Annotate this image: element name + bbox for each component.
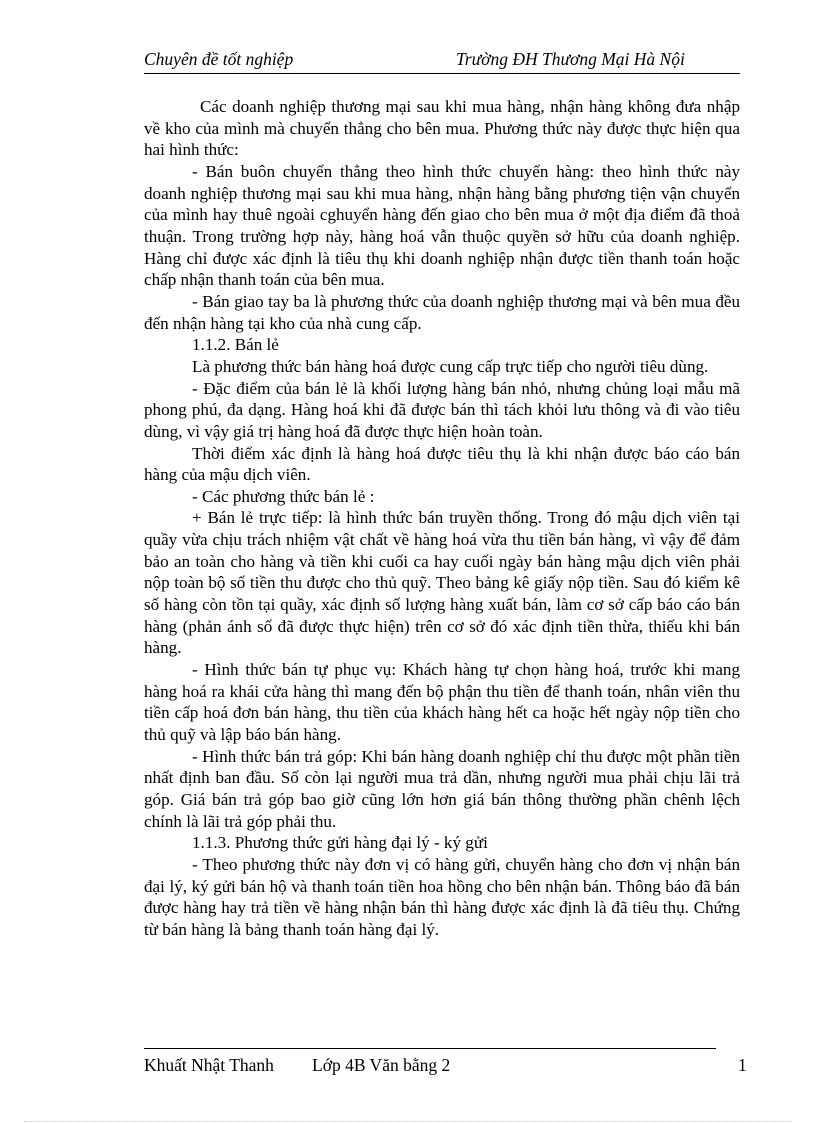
paragraph: + Bán lẻ trực tiếp: là hình thức bán truyền thống. Trong đó mậu dịch viên tại quầy vừa chịu trách nhiệm vật chất về hàng hoá vừa thu tiền bán hàng, vì vậy để đảm bảo an toàn cho hàng và tiền khi cuối ca hay cuối ngày bán hàng mậu dịch viên phải nộp toàn bộ số tiền thu được cho thủ quỹ. Theo bảng kê giấy nộp tiền. Sau đó kiểm kê số hàng còn tồn tại quầy, xác định số lượng hàng xuất bán, làm cơ sở cấp báo cáo bán hàng (phản ánh số đã được thực hiện) trên cơ sở đó xác định tiền thừa, thiếu khi bán hàng. xyxy=(144,508,740,658)
paragraph: - Hình thức bán trả góp: Khi bán hàng doanh nghiệp chỉ thu được một phần tiền nhất định ban đầu. Số còn lại người mua trả dần, nhưng người mua phải chịu lãi trả góp. Giá bán trả góp bao giờ cũng lớn hơn giá bán thông thường phần chênh lệch chính là lãi trả góp phải thu. xyxy=(144,746,740,831)
paragraph: - Bán buôn chuyển thẳng theo hình thức chuyển hàng: theo hình thức này doanh nghiệp thương mại sau khi mua hàng, nhận hàng bằng phương tiện vận chuyển của mình hay thuê ngoài cghuyển hàng đến giao cho bên mua ở một địa điểm đã thoả thuận. Trong trường hợp này, hàng hoá vẫn thuộc quyền sở hữu của doanh nghiệp. Hàng chỉ được xác định là tiêu thụ khi doanh nghiệp nhận được tiền thanh toán hoặc chấp nhận thanh toán của bên mua. xyxy=(144,161,740,290)
body-text xyxy=(144,96,740,941)
section-heading: 1.1.2. Bán lẻ xyxy=(192,335,279,355)
paragraph: - Các phương thức bán lẻ : xyxy=(192,486,375,506)
paragraph: - Hình thức bán tự phục vụ: Khách hàng tự chọn hàng hoá, trước khi mang hàng hoá ra khái cửa hàng thì mang đến bộ phận thu tiền để thanh toán, nhân viên thu tiền cấp hoá đơn bán hàng, thu tiền của khách hàng hết ca hoặc hết ngày nộp tiền cho thủ quỹ và lập báo bán hàng. xyxy=(144,660,740,745)
page-header xyxy=(144,47,740,74)
footer-class: Lớp 4B Văn bằng 2 xyxy=(312,1055,451,1075)
header-university: Trường ĐH Thương Mại Hà Nội xyxy=(456,49,685,69)
footer-author: Khuất Nhật Thanh xyxy=(144,1055,274,1075)
footer-divider xyxy=(144,1048,716,1049)
paragraph: Là phương thức bán hàng hoá được cung cấp trực tiếp cho người tiêu dùng. xyxy=(192,356,709,376)
section-heading: 1.1.3. Phương thức gửi hàng đại lý - ký gửi xyxy=(192,833,488,853)
paragraph: Thời điểm xác định là hàng hoá được tiêu thụ là khi nhận được báo cáo bán hàng của mậu dịch viên. xyxy=(144,443,740,485)
paragraph: Các doanh nghiệp thương mại sau khi mua hàng, nhận hàng không đưa nhập về kho của mình mà chuyển thẳng cho bên mua. Phương thức này được thực hiện qua hai hình thức: xyxy=(144,97,740,160)
paragraph: - Theo phương thức này đơn vị có hàng gửi, chuyển hàng cho đơn vị nhận bán đại lý, ký gửi bán hộ và thanh toán tiền hoa hồng cho bên nhận bán. Thông báo đã bán được hàng hay trả tiền về hàng nhận bán thì hàng được xác định là đã tiêu thụ. Chứng từ bán hàng là bảng thanh toán hàng đại lý. xyxy=(144,854,740,939)
paragraph: - Bán giao tay ba là phương thức của doanh nghiệp thương mại và bên mua đều đến nhận hàng tại kho của nhà cung cấp. xyxy=(144,291,740,333)
paragraph: - Đặc điểm của bán lẻ là khối lượng hàng bán nhỏ, nhưng chủng loại mẫu mã phong phú, đa dạng. Hàng hoá khi đã được bán thì tách khỏi lưu thông và đi vào tiêu dùng, vì vậy giá trị hàng hoá đã được thực hiện hoàn toàn. xyxy=(144,378,740,441)
page-number: 1 xyxy=(738,1055,747,1075)
page-footer xyxy=(144,1055,747,1079)
header-document-type: Chuyên đề tốt nghiệp xyxy=(144,49,294,69)
page-bottom-dotted-line xyxy=(24,1121,792,1122)
